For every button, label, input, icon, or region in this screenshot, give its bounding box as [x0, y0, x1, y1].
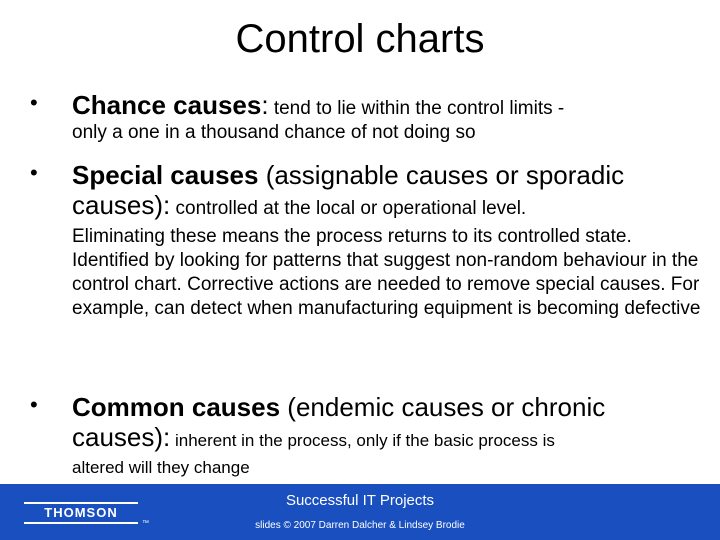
- bullet-term: Special causes: [72, 160, 259, 190]
- bullet-body: only a one in a thousand chance of not doing so: [72, 122, 476, 143]
- bullet-paren: (assignable causes or sporadic: [258, 160, 625, 190]
- bullet-common-causes: [72, 392, 704, 480]
- logo-text: THOMSON: [44, 505, 118, 520]
- bullet-line2-lead: causes):: [72, 422, 171, 452]
- bullet-special-causes: [72, 160, 704, 321]
- bullet-line2-lead: causes):: [72, 190, 171, 220]
- slide-title: Control charts: [235, 17, 485, 61]
- trademark-mark: ™: [142, 520, 149, 527]
- bullet-marker: •: [30, 160, 38, 185]
- bullet-chance-causes: [72, 90, 704, 145]
- bullet-paren: (endemic causes or chronic: [280, 392, 606, 422]
- footer-title: Successful IT Projects: [285, 492, 435, 509]
- bullet-inline-text: tend to lie within the control limits -: [268, 98, 565, 119]
- bullet-term: Chance causes: [72, 90, 262, 120]
- bullet-term: Common causes: [72, 392, 281, 422]
- bullet-inline-text: controlled at the local or operational level.: [170, 198, 527, 219]
- bullet-body: Eliminating these means the process returns to its controlled state. Identified by looking for patterns that suggest non-random behaviour in the control chart. Corrective actions are needed to remove special causes. For example, can detect when manufacturing equipment is becoming defective: [72, 226, 701, 319]
- bullet-marker: •: [30, 392, 38, 417]
- bullet-body: altered will they change: [72, 458, 250, 477]
- bullet-colon: :: [261, 90, 269, 120]
- bullet-marker: •: [30, 90, 38, 115]
- footer-credit: slides © 2007 Darren Dalcher & Lindsey Brodie: [255, 520, 465, 531]
- bullet-inline-text: inherent in the process, only if the basic process is: [170, 431, 555, 450]
- footer-bar: [0, 484, 720, 540]
